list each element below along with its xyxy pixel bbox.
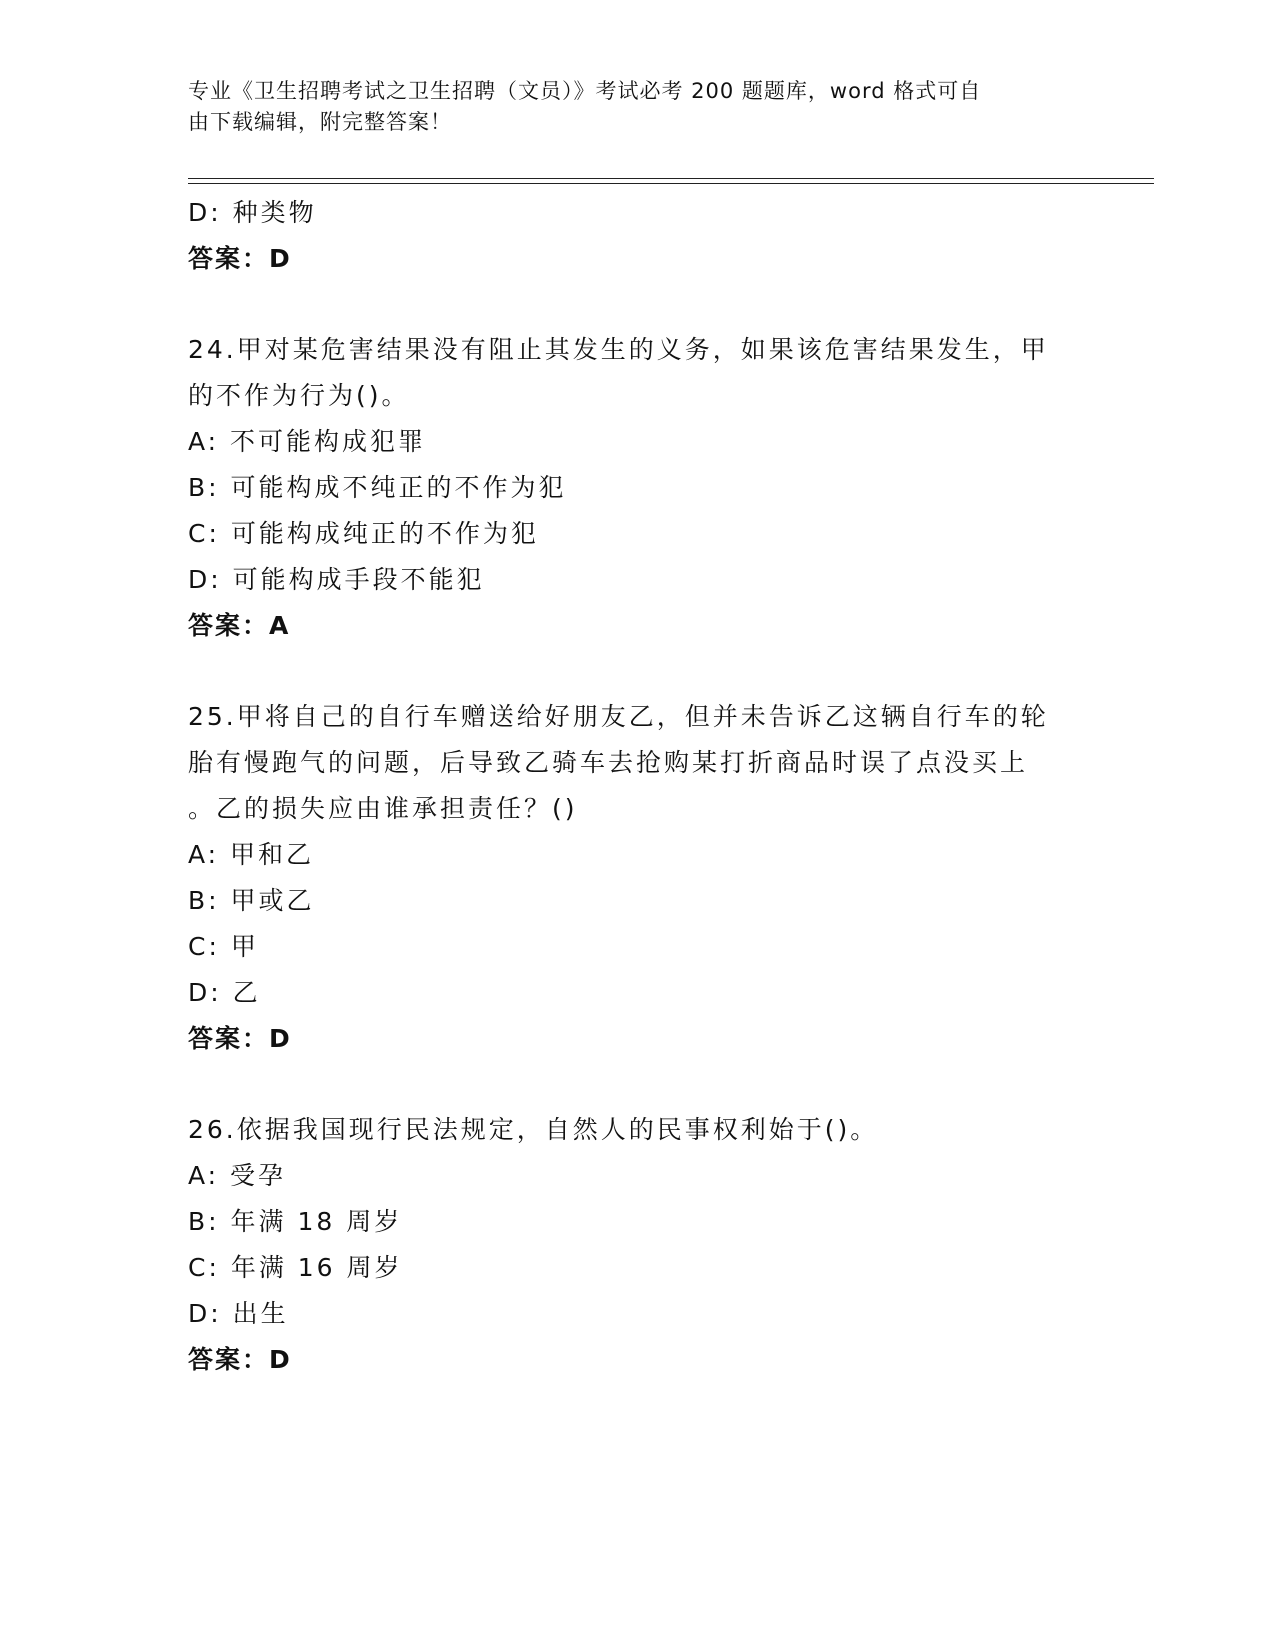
question-26-option-b: B: 年满 18 周岁 bbox=[188, 1207, 403, 1236]
question-26-stem-line-1: 26.依据我国现行民法规定，自然人的民事权利始于()。 bbox=[188, 1115, 879, 1144]
question-25-stem-line-1: 25.甲将自己的自行车赠送给好朋友乙，但并未告诉乙这辆自行车的轮 bbox=[188, 702, 1049, 731]
spacer bbox=[188, 649, 1088, 694]
question-24-option-b: B: 可能构成不纯正的不作为犯 bbox=[188, 473, 567, 502]
spacer bbox=[188, 1062, 1088, 1107]
question-25-stem-line-3: 。乙的损失应由谁承担责任？() bbox=[188, 794, 578, 823]
question-24-option-c: C: 可能构成纯正的不作为犯 bbox=[188, 519, 539, 548]
question-24-answer: 答案：A bbox=[188, 611, 291, 640]
question-25-option-b: B: 甲或乙 bbox=[188, 886, 315, 915]
page-header bbox=[188, 76, 1068, 138]
question-26-option-a: A: 受孕 bbox=[188, 1161, 287, 1190]
question-25-option-a: A: 甲和乙 bbox=[188, 840, 315, 869]
question-25-answer: 答案：D bbox=[188, 1024, 292, 1053]
question-25-option-c: C: 甲 bbox=[188, 932, 259, 961]
prev-answer: 答案：D bbox=[188, 244, 292, 273]
question-24-stem-line-1: 24.甲对某危害结果没有阻止其发生的义务，如果该危害结果发生，甲 bbox=[188, 335, 1049, 364]
header-line-1: 专业《卫生招聘考试之卫生招聘（文员）》考试必考 200 题题库，word 格式可自 bbox=[188, 79, 982, 103]
question-content bbox=[188, 190, 1088, 1383]
question-26 bbox=[188, 1107, 1088, 1383]
spacer bbox=[188, 282, 1088, 327]
prev-option-d: D: 种类物 bbox=[188, 198, 317, 227]
question-24-stem-line-2: 的不作为行为()。 bbox=[188, 381, 410, 410]
question-24-option-a: A: 不可能构成犯罪 bbox=[188, 427, 427, 456]
question-26-option-c: C: 年满 16 周岁 bbox=[188, 1253, 403, 1282]
question-25-option-d: D: 乙 bbox=[188, 978, 261, 1007]
header-divider-bottom bbox=[188, 183, 1154, 184]
question-26-answer: 答案：D bbox=[188, 1345, 292, 1374]
header-line-2: 由下载编辑，附完整答案！ bbox=[188, 110, 452, 134]
question-24 bbox=[188, 327, 1088, 649]
header-divider-top bbox=[188, 178, 1154, 179]
question-25-stem-line-2: 胎有慢跑气的问题，后导致乙骑车去抢购某打折商品时误了点没买上 bbox=[188, 748, 1029, 777]
question-26-option-d: D: 出生 bbox=[188, 1299, 289, 1328]
question-24-option-d: D: 可能构成手段不能犯 bbox=[188, 565, 485, 594]
question-25 bbox=[188, 694, 1088, 1062]
